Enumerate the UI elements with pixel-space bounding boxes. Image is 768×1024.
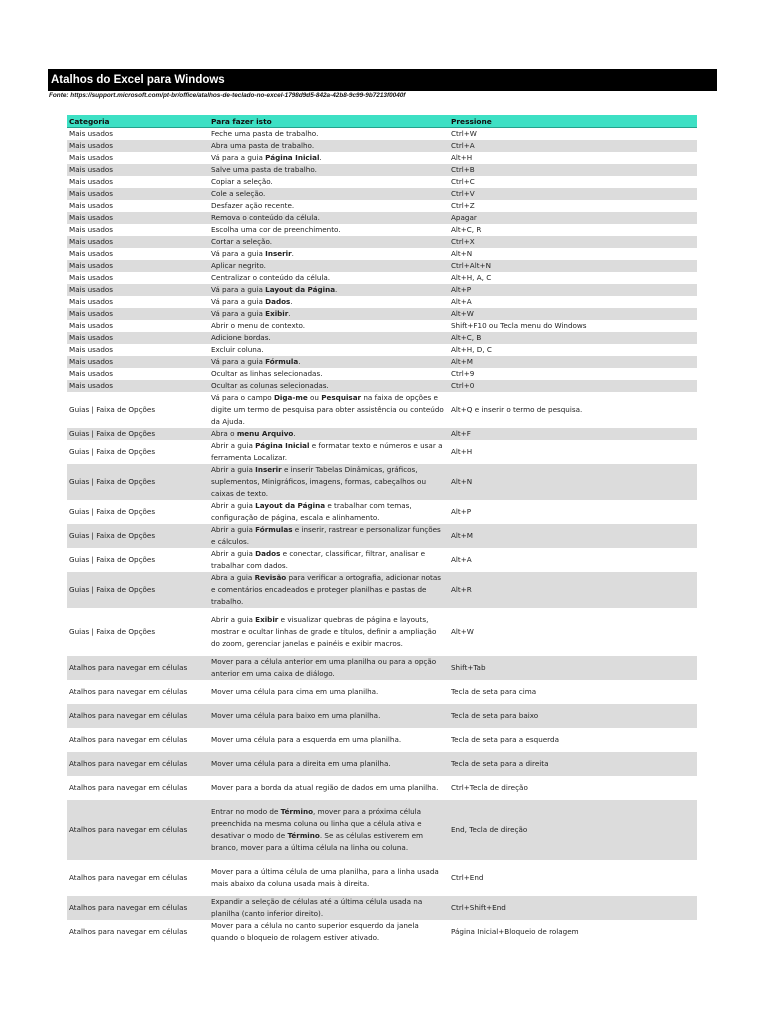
header-acao: Para fazer isto <box>209 115 449 128</box>
cell-category: Mais usados <box>67 320 209 332</box>
action-text: e conectar, classificar, filtrar, analisar e trabalhar com dados. <box>211 549 426 570</box>
cell-keys: Tecla de seta para cima <box>449 680 697 704</box>
action-bold-text: Pesquisar <box>321 393 362 402</box>
table-row <box>67 392 697 428</box>
cell-category: Mais usados <box>67 356 209 368</box>
action-text: para verificar a ortografia, adicionar notas e comentários encadeados e proteger planilhas e pastas de trabalho. <box>211 573 442 606</box>
cell-action <box>209 500 449 524</box>
cell-keys: Apagar <box>449 212 697 224</box>
table-row <box>67 344 697 356</box>
table-row <box>67 428 697 440</box>
cell-keys: Ctrl+0 <box>449 380 697 392</box>
table-row <box>67 140 697 152</box>
action-text: Ocultar as linhas selecionadas. <box>211 369 323 378</box>
cell-category: Atalhos para navegar em células <box>67 728 209 752</box>
cell-action <box>209 920 449 944</box>
cell-category: Mais usados <box>67 140 209 152</box>
cell-keys: Alt+F <box>449 428 697 440</box>
cell-keys: Alt+W <box>449 308 697 320</box>
action-text: e trabalhar com temas, configuração de página, escala e alinhamento. <box>211 501 412 522</box>
cell-keys: Ctrl+W <box>449 128 697 141</box>
cell-category: Mais usados <box>67 164 209 176</box>
action-text: Vá para a guia <box>211 297 266 306</box>
action-text: Vá para a guia <box>211 153 266 162</box>
cell-action <box>209 200 449 212</box>
action-text: Abrir a guia <box>211 525 256 534</box>
table-row <box>67 752 697 776</box>
action-bold-text: Inserir <box>255 465 282 474</box>
table-row <box>67 464 697 500</box>
cell-keys: Alt+H <box>449 152 697 164</box>
cell-keys: Alt+R <box>449 572 697 608</box>
cell-action <box>209 608 449 656</box>
table-row <box>67 572 697 608</box>
cell-action <box>209 392 449 428</box>
cell-category: Mais usados <box>67 128 209 141</box>
action-bold-text: Layout da Página <box>265 285 336 294</box>
action-text: na faixa de opções e digite um termo de pesquisa para obter assistência ou conteúdo da Ajuda. <box>211 393 444 426</box>
cell-keys: Alt+A <box>449 296 697 308</box>
action-text: Mover uma célula para a esquerda em uma planilha. <box>211 735 402 744</box>
cell-category: Mais usados <box>67 380 209 392</box>
cell-action <box>209 332 449 344</box>
cell-keys: Alt+H, D, C <box>449 344 697 356</box>
action-text: Centralizar o conteúdo da célula. <box>211 273 331 282</box>
table-row <box>67 776 697 800</box>
action-text: . <box>335 285 338 294</box>
cell-action <box>209 428 449 440</box>
action-bold-text: Término <box>287 831 320 840</box>
action-bold-text: Inserir <box>265 249 292 258</box>
action-text: Excluir coluna. <box>211 345 264 354</box>
cell-category: Atalhos para navegar em células <box>67 920 209 944</box>
action-bold-text: Página Inicial <box>255 441 310 450</box>
cell-action <box>209 860 449 896</box>
cell-category: Mais usados <box>67 332 209 344</box>
cell-keys: Tecla de seta para a direita <box>449 752 697 776</box>
table-row <box>67 656 697 680</box>
action-text: Expandir a seleção de células até a última célula usada na planilha (canto inferior direito). <box>211 897 423 918</box>
cell-keys: Alt+H <box>449 440 697 464</box>
table-row <box>67 260 697 272</box>
cell-action <box>209 128 449 141</box>
cell-keys: Alt+A <box>449 548 697 572</box>
action-text: Vá para o campo <box>211 393 274 402</box>
cell-keys: Ctrl+Alt+N <box>449 260 697 272</box>
cell-keys: Alt+N <box>449 248 697 260</box>
action-text: e inserir Tabelas Dinâmicas, gráficos, suplementos, Minigráficos, imagens, formas, cabeçalhos ou caixas de texto. <box>211 465 427 498</box>
cell-action <box>209 248 449 260</box>
table-row <box>67 524 697 548</box>
cell-keys: Shift+Tab <box>449 656 697 680</box>
table-row <box>67 248 697 260</box>
cell-category: Guias | Faixa de Opções <box>67 392 209 428</box>
cell-category: Mais usados <box>67 188 209 200</box>
cell-category: Guias | Faixa de Opções <box>67 464 209 500</box>
cell-keys: Ctrl+C <box>449 176 697 188</box>
action-text: Salve uma pasta de trabalho. <box>211 165 317 174</box>
cell-category: Guias | Faixa de Opções <box>67 608 209 656</box>
action-text: Vá para a guia <box>211 309 266 318</box>
cell-category: Guias | Faixa de Opções <box>67 548 209 572</box>
action-text: e formatar texto e números e usar a ferramenta Localizar. <box>211 441 443 462</box>
cell-category: Mais usados <box>67 272 209 284</box>
action-bold-text: Exibir <box>255 615 279 624</box>
table-row <box>67 920 697 944</box>
action-text: Vá para a guia <box>211 285 266 294</box>
action-text: Abrir a guia <box>211 549 256 558</box>
cell-action <box>209 572 449 608</box>
action-text: ou <box>307 393 322 402</box>
action-text: Abra o <box>211 429 237 438</box>
cell-action <box>209 188 449 200</box>
table-row <box>67 680 697 704</box>
cell-category: Guias | Faixa de Opções <box>67 572 209 608</box>
cell-keys: Tecla de seta para a esquerda <box>449 728 697 752</box>
action-text: . <box>298 357 301 366</box>
cell-keys: Ctrl+V <box>449 188 697 200</box>
cell-action <box>209 464 449 500</box>
action-text: . <box>319 153 322 162</box>
action-bold-text: Fórmulas <box>255 525 293 534</box>
action-text: Ocultar as colunas selecionadas. <box>211 381 329 390</box>
cell-keys: Alt+M <box>449 524 697 548</box>
cell-category: Mais usados <box>67 284 209 296</box>
cell-category: Mais usados <box>67 212 209 224</box>
action-text: e inserir, rastrear e personalizar funções e cálculos. <box>211 525 441 546</box>
cell-keys: End, Tecla de direção <box>449 800 697 860</box>
cell-action <box>209 344 449 356</box>
cell-keys: Ctrl+End <box>449 860 697 896</box>
cell-action <box>209 356 449 368</box>
action-text: e visualizar quebras de página e layouts, mostrar e ocultar linhas de grade e títulos, definir a ampliação do zoom, gerenciar janelas e painéis e exibir macros. <box>211 615 437 648</box>
action-text: Vá para a guia <box>211 357 266 366</box>
cell-keys: Alt+C, B <box>449 332 697 344</box>
cell-action <box>209 656 449 680</box>
table-row <box>67 164 697 176</box>
action-text: Copiar a seleção. <box>211 177 273 186</box>
cell-category: Guias | Faixa de Opções <box>67 440 209 464</box>
action-text: . <box>293 429 296 438</box>
table-row <box>67 152 697 164</box>
cell-keys: Alt+Q e inserir o termo de pesquisa. <box>449 392 697 428</box>
action-text: . Se as células estiverem em branco, mover para a última célula na linha ou coluna. <box>211 831 424 852</box>
action-text: Mover uma célula para baixo em uma planilha. <box>211 711 381 720</box>
action-text: Escolha uma cor de preenchimento. <box>211 225 341 234</box>
action-text: Desfazer ação recente. <box>211 201 295 210</box>
cell-action <box>209 260 449 272</box>
cell-action <box>209 548 449 572</box>
shortcuts-table <box>67 115 697 944</box>
cell-keys: Ctrl+Shift+End <box>449 896 697 920</box>
header-atalho: Pressione <box>449 115 697 128</box>
action-text: Abrir o menu de contexto. <box>211 321 306 330</box>
table-body <box>67 128 697 945</box>
action-bold-text: Página Inicial <box>265 153 320 162</box>
cell-action <box>209 224 449 236</box>
cell-action <box>209 440 449 464</box>
action-bold-text: Fórmula <box>265 357 299 366</box>
table-row <box>67 860 697 896</box>
cell-category: Atalhos para navegar em células <box>67 704 209 728</box>
cell-action <box>209 296 449 308</box>
table-row <box>67 368 697 380</box>
action-text: . <box>288 309 291 318</box>
cell-action <box>209 164 449 176</box>
action-text: Mover para a última célula de uma planilha, para a linha usada mais abaixo da coluna usada mais à direita. <box>211 867 439 888</box>
cell-action <box>209 776 449 800</box>
action-bold-text: Layout da Página <box>255 501 326 510</box>
cell-category: Mais usados <box>67 200 209 212</box>
cell-action <box>209 800 449 860</box>
action-text: Cole a seleção. <box>211 189 266 198</box>
table-row <box>67 500 697 524</box>
action-text: Mover uma célula para cima em uma planilha. <box>211 687 379 696</box>
cell-category: Mais usados <box>67 248 209 260</box>
action-text: Cortar a seleção. <box>211 237 273 246</box>
cell-category: Atalhos para navegar em células <box>67 656 209 680</box>
cell-keys: Ctrl+A <box>449 140 697 152</box>
action-text: , mover para a próxima célula preenchida na mesma coluna ou linha que a célula ativa e desativar o modo de <box>211 807 422 840</box>
cell-category: Mais usados <box>67 260 209 272</box>
source-line: Fonte: https://support.microsoft.com/pt-br/office/atalhos-de-teclado-no-excel-1798d9d5-842a-42b8-9c99-9b7213f0040f <box>49 92 406 99</box>
cell-action <box>209 320 449 332</box>
table-row <box>67 608 697 656</box>
action-text: . <box>290 297 293 306</box>
table-row <box>67 548 697 572</box>
cell-keys: Shift+F10 ou Tecla menu do Windows <box>449 320 697 332</box>
table-row <box>67 296 697 308</box>
cell-keys: Ctrl+Z <box>449 200 697 212</box>
cell-category: Atalhos para navegar em células <box>67 776 209 800</box>
shortcuts-table-wrapper <box>67 115 697 944</box>
cell-keys: Alt+W <box>449 608 697 656</box>
cell-category: Mais usados <box>67 296 209 308</box>
cell-category: Mais usados <box>67 176 209 188</box>
cell-action <box>209 140 449 152</box>
cell-category: Guias | Faixa de Opções <box>67 428 209 440</box>
cell-action <box>209 752 449 776</box>
cell-action <box>209 212 449 224</box>
header-categoria: Categoria <box>67 115 209 128</box>
cell-action <box>209 380 449 392</box>
cell-keys: Ctrl+X <box>449 236 697 248</box>
cell-category: Mais usados <box>67 368 209 380</box>
table-row <box>67 320 697 332</box>
cell-action <box>209 368 449 380</box>
cell-category: Guias | Faixa de Opções <box>67 500 209 524</box>
cell-action <box>209 272 449 284</box>
action-text: Vá para a guia <box>211 249 266 258</box>
action-text: Abrir a guia <box>211 441 256 450</box>
cell-category: Atalhos para navegar em células <box>67 800 209 860</box>
cell-action <box>209 680 449 704</box>
action-text: Abrir a guia <box>211 615 256 624</box>
table-row <box>67 800 697 860</box>
cell-category: Atalhos para navegar em células <box>67 860 209 896</box>
table-row <box>67 728 697 752</box>
action-bold-text: Dados <box>265 297 291 306</box>
cell-action <box>209 284 449 296</box>
action-text: Abra uma pasta de trabalho. <box>211 141 315 150</box>
page-title: Atalhos do Excel para Windows <box>48 69 717 91</box>
cell-keys: Alt+C, R <box>449 224 697 236</box>
cell-category: Atalhos para navegar em células <box>67 896 209 920</box>
table-row <box>67 176 697 188</box>
table-row <box>67 272 697 284</box>
cell-action <box>209 524 449 548</box>
action-bold-text: Exibir <box>265 309 289 318</box>
table-row <box>67 200 697 212</box>
action-text: Remova o conteúdo da célula. <box>211 213 320 222</box>
action-text: Adicione bordas. <box>211 333 271 342</box>
cell-keys: Alt+N <box>449 464 697 500</box>
cell-category: Guias | Faixa de Opções <box>67 524 209 548</box>
action-text: Mover uma célula para a direita em uma planilha. <box>211 759 391 768</box>
cell-action <box>209 704 449 728</box>
action-bold-text: Revisão <box>254 573 287 582</box>
table-row <box>67 212 697 224</box>
table-row <box>67 224 697 236</box>
cell-keys: Página Inicial+Bloqueio de rolagem <box>449 920 697 944</box>
table-row <box>67 188 697 200</box>
cell-keys: Alt+M <box>449 356 697 368</box>
table-row <box>67 284 697 296</box>
cell-category: Mais usados <box>67 224 209 236</box>
action-text: Mover para a célula no canto superior esquerdo da janela quando o bloqueio de rolagem estiver ativado. <box>211 921 419 942</box>
table-row <box>67 356 697 368</box>
action-bold-text: menu Arquivo <box>236 429 294 438</box>
table-row <box>67 332 697 344</box>
action-text: Aplicar negrito. <box>211 261 266 270</box>
cell-keys: Alt+P <box>449 284 697 296</box>
cell-category: Mais usados <box>67 344 209 356</box>
table-row <box>67 704 697 728</box>
table-header-row <box>67 115 697 128</box>
cell-action <box>209 236 449 248</box>
action-text: Abrir a guia <box>211 465 256 474</box>
cell-keys: Ctrl+9 <box>449 368 697 380</box>
table-row <box>67 128 697 141</box>
table-row <box>67 308 697 320</box>
table-row <box>67 440 697 464</box>
action-text: Entrar no modo de <box>211 807 281 816</box>
cell-category: Atalhos para navegar em células <box>67 752 209 776</box>
action-bold-text: Diga-me <box>273 393 308 402</box>
cell-action <box>209 728 449 752</box>
action-bold-text: Dados <box>255 549 281 558</box>
cell-action <box>209 308 449 320</box>
cell-keys: Ctrl+B <box>449 164 697 176</box>
action-text: Feche uma pasta de trabalho. <box>211 129 319 138</box>
action-text: . <box>291 249 294 258</box>
cell-category: Atalhos para navegar em células <box>67 680 209 704</box>
cell-action <box>209 896 449 920</box>
action-text: Mover para a célula anterior em uma planilha ou para a opção anterior em uma caixa de diálogo. <box>211 657 437 678</box>
table-row <box>67 896 697 920</box>
cell-keys: Tecla de seta para baixo <box>449 704 697 728</box>
table-row <box>67 236 697 248</box>
action-bold-text: Término <box>280 807 314 816</box>
action-text: Abra a guia <box>211 573 255 582</box>
cell-keys: Ctrl+Tecla de direção <box>449 776 697 800</box>
cell-category: Mais usados <box>67 152 209 164</box>
cell-category: Mais usados <box>67 308 209 320</box>
cell-keys: Alt+P <box>449 500 697 524</box>
cell-action <box>209 176 449 188</box>
cell-keys: Alt+H, A, C <box>449 272 697 284</box>
cell-category: Mais usados <box>67 236 209 248</box>
table-row <box>67 380 697 392</box>
action-text: Mover para a borda da atual região de dados em uma planilha. <box>211 783 439 792</box>
action-text: Abrir a guia <box>211 501 256 510</box>
cell-action <box>209 152 449 164</box>
